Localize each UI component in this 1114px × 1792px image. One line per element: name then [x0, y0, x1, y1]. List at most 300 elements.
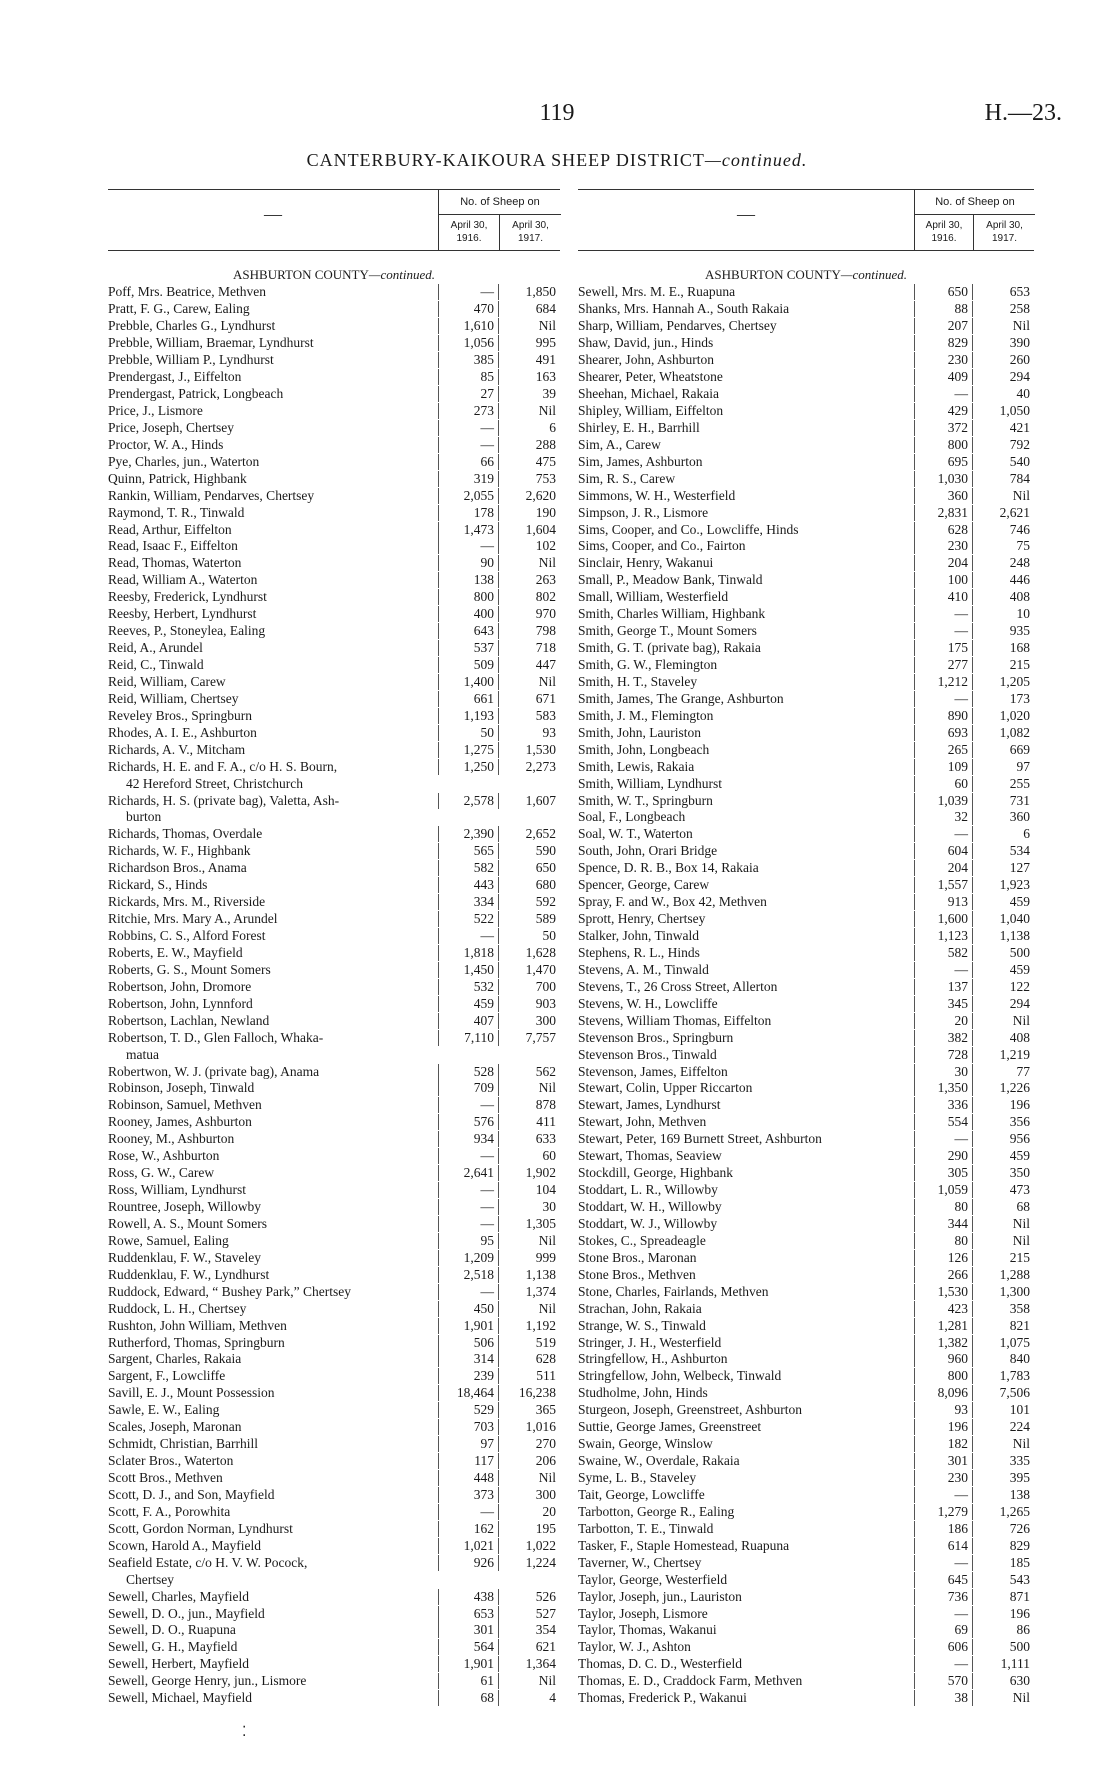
table-row	[578, 403, 1034, 420]
sheep-1917: 196	[972, 1606, 1034, 1622]
sheep-1916: 1,557	[914, 877, 972, 893]
sheep-1917: Nil	[498, 403, 560, 419]
sheep-1917: Nil	[498, 1673, 560, 1689]
table-row	[108, 894, 560, 911]
table-row	[578, 1639, 1034, 1656]
owner-name: Reid, William, Carew	[108, 673, 226, 689]
sheep-1917: 1,075	[972, 1335, 1034, 1351]
section-heading: ASHBURTON COUNTY —continued.	[705, 267, 907, 283]
owner-name: Robbins, C. S., Alford Forest	[108, 928, 266, 944]
owner-name: Stevens, W. H., Lowcliffe	[578, 995, 718, 1011]
sheep-1916: 2,641	[438, 1165, 498, 1181]
sheep-1917: 270	[498, 1436, 560, 1452]
owner-name: Stevenson, James, Eiffelton	[578, 1063, 728, 1079]
owner-name: Smith, G. T. (private bag), Rakaia	[578, 640, 761, 656]
table-row	[108, 1605, 560, 1622]
sheep-1917: Nil	[972, 1216, 1034, 1232]
sheep-1917: 1,040	[972, 911, 1034, 927]
left-table-body	[108, 251, 560, 1707]
table-row	[108, 1554, 560, 1571]
sheep-1916: 695	[914, 454, 972, 470]
sheep-1916: 800	[438, 589, 498, 605]
table-row	[108, 1351, 560, 1368]
sheep-1916: 1,021	[438, 1538, 498, 1554]
sheep-1916: —	[438, 437, 498, 453]
sheep-1916: —	[438, 1199, 498, 1215]
owner-name: Reesby, Herbert, Lyndhurst	[108, 606, 257, 622]
sheep-1917: 350	[972, 1165, 1034, 1181]
table-row	[108, 538, 560, 555]
owner-name: Taverner, W., Chertsey	[578, 1554, 702, 1570]
header-1916: April 30, 1916.	[450, 220, 488, 244]
owner-name: Reid, William, Chertsey	[108, 690, 239, 706]
table-row	[108, 1402, 560, 1419]
sheep-1916: 800	[914, 1368, 972, 1384]
sheep-1916: 109	[914, 759, 972, 775]
table-row	[108, 775, 560, 792]
sheep-1917: 6	[498, 420, 560, 436]
sheep-1916: 409	[914, 369, 972, 385]
table-row	[108, 978, 560, 995]
sheep-1917: 680	[498, 877, 560, 893]
table-row	[578, 1114, 1034, 1131]
right-table-body	[578, 251, 1034, 1707]
sheep-1916: 438	[438, 1589, 498, 1605]
owner-name: South, John, Orari Bridge	[578, 843, 718, 859]
owner-name: Prebble, William P., Lyndhurst	[108, 352, 274, 368]
sheep-1917: 540	[972, 454, 1034, 470]
sheep-1916: 8,096	[914, 1385, 972, 1401]
table-row	[108, 1216, 560, 1233]
sheep-1916: 61	[438, 1673, 498, 1689]
sheep-1917: 4	[498, 1690, 560, 1706]
sheep-1917: 1,082	[972, 725, 1034, 741]
table-row	[578, 335, 1034, 352]
table-row	[578, 1334, 1034, 1351]
table-row	[108, 860, 560, 877]
sheep-count-header	[438, 190, 561, 250]
table-row	[578, 1131, 1034, 1148]
table-row	[578, 555, 1034, 572]
header-1916: April 30, 1916.	[925, 220, 963, 244]
sheep-1916: —	[438, 1097, 498, 1113]
owner-name: Scott, Gordon Norman, Lyndhurst	[108, 1520, 293, 1536]
sheep-1916: 80	[914, 1233, 972, 1249]
sheep-1917: 628	[498, 1351, 560, 1367]
table-row	[578, 1165, 1034, 1182]
sheep-1916: 628	[914, 522, 972, 538]
sheep-1916: 728	[914, 1047, 972, 1063]
sheep-1916: 448	[438, 1470, 498, 1486]
table-row	[578, 1503, 1034, 1520]
sheep-1916: 100	[914, 572, 972, 588]
sheep-1916: 50	[438, 725, 498, 741]
owner-name: Scales, Joseph, Maronan	[108, 1419, 242, 1435]
sheep-1917: Nil	[972, 488, 1034, 504]
sheep-1916: 913	[914, 894, 972, 910]
sheep-1917: Nil	[972, 1013, 1034, 1029]
sheep-1917: 633	[498, 1131, 560, 1147]
sheep-1916: 459	[438, 996, 498, 1012]
sheep-1916: —	[914, 1606, 972, 1622]
sheep-1917: 196	[972, 1097, 1034, 1113]
sheep-1916: 529	[438, 1402, 498, 1418]
sheep-1916: —	[438, 1148, 498, 1164]
sheep-1917: 248	[972, 555, 1034, 571]
sheep-1917: 395	[972, 1470, 1034, 1486]
sheep-1917: 263	[498, 572, 560, 588]
sheep-1916: 66	[438, 454, 498, 470]
table-row	[108, 809, 560, 826]
sheep-1916: 382	[914, 1030, 972, 1046]
sheep-1916: 345	[914, 996, 972, 1012]
owner-name: Smith, James, The Grange, Ashburton	[578, 690, 784, 706]
owner-name: Robinson, Samuel, Methven	[108, 1097, 262, 1113]
owner-name: Sargent, F., Lowcliffe	[108, 1368, 226, 1384]
sheep-count-header	[914, 190, 1035, 250]
sheep-1916: —	[438, 1182, 498, 1198]
sheep-1916: —	[438, 284, 498, 300]
owner-name: Stringer, J. H., Westerfield	[578, 1334, 722, 1350]
table-row	[578, 606, 1034, 623]
owner-name: Thomas, E. D., Craddock Farm, Methven	[578, 1673, 803, 1689]
owner-name: Sim, James, Ashburton	[578, 453, 703, 469]
table-row	[578, 470, 1034, 487]
sheep-1916: 7,110	[438, 1030, 498, 1046]
owner-name: Stringfellow, John, Welbeck, Tinwald	[578, 1368, 782, 1384]
owner-name: Stone, Charles, Fairlands, Methven	[578, 1283, 769, 1299]
sheep-1917: 473	[972, 1182, 1034, 1198]
sheep-1916: 554	[914, 1114, 972, 1130]
sheep-1916: 400	[438, 606, 498, 622]
owner-name: Stevens, A. M., Tinwald	[578, 961, 709, 977]
table-row	[108, 318, 560, 335]
sheep-1916: 1,600	[914, 911, 972, 927]
sheep-1916: 443	[438, 877, 498, 893]
sheep-1917: 995	[498, 335, 560, 351]
sheep-1917: Nil	[498, 1470, 560, 1486]
owner-name: Robertson, John, Dromore	[108, 978, 252, 994]
sheep-1917: 590	[498, 843, 560, 859]
right-column-header	[578, 189, 1034, 251]
owner-name: Stalker, John, Tinwald	[578, 928, 699, 944]
sheep-1917: 1,628	[498, 945, 560, 961]
table-row	[578, 945, 1034, 962]
owner-name: Smith, Charles William, Highbank	[578, 606, 766, 622]
owner-name: Rhodes, A. I. E., Ashburton	[108, 724, 257, 740]
sheep-1916: 314	[438, 1351, 498, 1367]
owner-name: Richards, Thomas, Overdale	[108, 826, 263, 842]
sheep-1916: 162	[438, 1521, 498, 1537]
sheep-1917: 446	[972, 572, 1034, 588]
table-row	[578, 809, 1034, 826]
table-row	[108, 1266, 560, 1283]
name-column-header: —	[737, 204, 755, 224]
sheep-1916: 582	[438, 860, 498, 876]
table-row	[578, 538, 1034, 555]
sheep-1916: 576	[438, 1114, 498, 1130]
table-row	[108, 1571, 560, 1588]
sheep-1917: 16,238	[498, 1385, 560, 1401]
owner-name: Strachan, John, Rakaia	[578, 1300, 702, 1316]
sheep-1917: 684	[498, 301, 560, 317]
owner-name: Richards, H. S. (private bag), Valetta, Ash-	[108, 792, 340, 808]
sheep-1916: 344	[914, 1216, 972, 1232]
sheep-1916: 1,059	[914, 1182, 972, 1198]
table-row	[108, 1317, 560, 1334]
sheep-1916: 1,901	[438, 1318, 498, 1334]
owner-name: Sclater Bros., Waterton	[108, 1453, 234, 1469]
sheep-1917: 1,374	[498, 1284, 560, 1300]
sheep-1916: 38	[914, 1690, 972, 1706]
sheep-1917: 1,783	[972, 1368, 1034, 1384]
owner-name: Stokes, C., Spreadeagle	[578, 1232, 706, 1248]
table-row	[578, 860, 1034, 877]
sheep-1917: 190	[498, 505, 560, 521]
sheep-1916: 1,473	[438, 522, 498, 538]
table-row	[578, 741, 1034, 758]
table-row	[578, 1249, 1034, 1266]
sheep-1917: 127	[972, 860, 1034, 876]
table-row	[578, 657, 1034, 674]
table-row	[578, 1182, 1034, 1199]
owner-name: Tarbotton, T. E., Tinwald	[578, 1520, 714, 1536]
sheep-1917: 335	[972, 1453, 1034, 1469]
sheep-1916: 582	[914, 945, 972, 961]
sheep-1916: 18,464	[438, 1385, 498, 1401]
sheep-1917: 215	[972, 1250, 1034, 1266]
table-row	[578, 436, 1034, 453]
sheep-1917: 185	[972, 1555, 1034, 1571]
section-heading: ASHBURTON COUNTY —continued.	[233, 267, 435, 283]
table-row	[108, 352, 560, 369]
sheep-1916: 2,831	[914, 505, 972, 521]
sheep-1916: 703	[438, 1419, 498, 1435]
table-row	[578, 1605, 1034, 1622]
sheep-1916: —	[914, 1555, 972, 1571]
sheep-1916: 20	[914, 1013, 972, 1029]
sheep-1917: 2,273	[498, 759, 560, 775]
table-row	[108, 419, 560, 436]
sheep-1916: 1,275	[438, 742, 498, 758]
owner-name: Stevens, T., 26 Cross Street, Allerton	[578, 978, 778, 994]
owner-name: Taylor, W. J., Ashton	[578, 1639, 691, 1655]
table-row	[578, 1571, 1034, 1588]
owner-name: Scown, Harold A., Mayfield	[108, 1537, 261, 1553]
sheep-1917: 583	[498, 708, 560, 724]
sheep-1916: 301	[914, 1453, 972, 1469]
sheep-1916: 95	[438, 1233, 498, 1249]
owner-name: Rooney, M., Ashburton	[108, 1131, 235, 1147]
owner-name: Sims, Cooper, and Co., Fairton	[578, 538, 746, 554]
sheep-1916: 1,400	[438, 674, 498, 690]
sheep-1916: 570	[914, 1673, 972, 1689]
owner-name: Prendergast, J., Eiffelton	[108, 369, 242, 385]
sheep-1917: 519	[498, 1335, 560, 1351]
owner-name: Raymond, T. R., Tinwald	[108, 504, 245, 520]
sheep-1917: 255	[972, 776, 1034, 792]
table-row	[108, 1453, 560, 1470]
sheep-1916: —	[438, 1504, 498, 1520]
table-row	[578, 1148, 1034, 1165]
sheep-1917: 20	[498, 1504, 560, 1520]
owner-name: Savill, E. J., Mount Possession	[108, 1385, 275, 1401]
owner-name: Prebble, Charles G., Lyndhurst	[108, 318, 276, 334]
sheep-1916: 175	[914, 640, 972, 656]
table-row	[108, 1232, 560, 1249]
sheep-1916: 239	[438, 1368, 498, 1384]
sheep-1917: 163	[498, 369, 560, 385]
sheep-1917: 7,757	[498, 1030, 560, 1046]
table-row	[578, 1402, 1034, 1419]
sheep-1917: 798	[498, 623, 560, 639]
table-row	[108, 1690, 560, 1707]
footnote-mark: ⁚	[242, 1725, 247, 1740]
owner-name: Pye, Charles, jun., Waterton	[108, 453, 260, 469]
sheep-1917: 491	[498, 352, 560, 368]
sheep-1917: 671	[498, 691, 560, 707]
sheep-1917: 50	[498, 928, 560, 944]
owner-name: Sewell, Charles, Mayfield	[108, 1588, 249, 1604]
owner-name: Quinn, Patrick, Highbank	[108, 470, 247, 486]
sheep-1917: 138	[972, 1487, 1034, 1503]
table-row	[108, 758, 560, 775]
owner-name: Stoddart, L. R., Willowby	[578, 1182, 718, 1198]
owner-name: Smith, G. W., Flemington	[578, 657, 718, 673]
sheep-1917: 669	[972, 742, 1034, 758]
table-row	[108, 572, 560, 589]
sheep-1917: 1,138	[498, 1267, 560, 1283]
sheep-1917: 500	[972, 945, 1034, 961]
table-row	[108, 1131, 560, 1148]
sheep-1917: 390	[972, 335, 1034, 351]
owner-name: Reeves, P., Stoneylea, Ealing	[108, 623, 266, 639]
owner-name: Smith, William, Lyndhurst	[578, 775, 722, 791]
table-row	[578, 1520, 1034, 1537]
sheep-1917: 77	[972, 1064, 1034, 1080]
table-row	[108, 741, 560, 758]
table-row	[578, 352, 1034, 369]
sheep-1917: 526	[498, 1589, 560, 1605]
sheep-1916: 2,055	[438, 488, 498, 504]
sheep-1917: Nil	[498, 1301, 560, 1317]
table-row	[578, 961, 1034, 978]
sheep-1916: 182	[914, 1436, 972, 1452]
table-row	[578, 1029, 1034, 1046]
table-row	[578, 301, 1034, 318]
sheep-1916: 522	[438, 911, 498, 927]
table-row	[108, 436, 560, 453]
table-row	[108, 1249, 560, 1266]
table-row	[108, 928, 560, 945]
sheep-1916: 60	[914, 776, 972, 792]
owner-name: Simpson, J. R., Lismore	[578, 504, 709, 520]
owner-name: Small, P., Meadow Bank, Tinwald	[578, 572, 763, 588]
sheep-1917: 2,620	[498, 488, 560, 504]
left-column-header	[108, 189, 560, 251]
sheep-1916: 2,518	[438, 1267, 498, 1283]
table-row	[578, 419, 1034, 436]
owner-name: Richards, A. V., Mitcham	[108, 741, 246, 757]
owner-name: Reid, A., Arundel	[108, 640, 203, 656]
table-row	[578, 792, 1034, 809]
sheep-1916: 506	[438, 1335, 498, 1351]
owner-name: Read, William A., Waterton	[108, 572, 258, 588]
sheep-1917: 543	[972, 1572, 1034, 1588]
table-row	[108, 1046, 560, 1063]
sheep-1916: 360	[914, 488, 972, 504]
owner-name: Sinclair, Henry, Wakanui	[578, 555, 714, 571]
table-row	[578, 640, 1034, 657]
owner-name: Rushton, John William, Methven	[108, 1317, 287, 1333]
owner-name: Soal, W. T., Waterton	[578, 826, 693, 842]
owner-name: Robertwon, W. J. (private bag), Anama	[108, 1063, 320, 1079]
table-row	[578, 911, 1034, 928]
sheep-1917: 356	[972, 1114, 1034, 1130]
owner-name: Stevenson Bros., Tinwald	[578, 1046, 717, 1062]
sheep-1916: 137	[914, 979, 972, 995]
sheep-1916: 709	[438, 1080, 498, 1096]
sheep-1916: —	[914, 1131, 972, 1147]
table-row	[578, 1266, 1034, 1283]
owner-name: Seafield Estate, c/o H. V. W. Pocock,	[108, 1554, 308, 1570]
page-code: H.—23.	[984, 100, 1062, 126]
table-row	[108, 504, 560, 521]
sheep-1916: —	[438, 928, 498, 944]
owner-name: Smith, J. M., Flemington	[578, 707, 714, 723]
owner-name: Richards, W. F., Highbank	[108, 843, 251, 859]
owner-name: Rutherford, Thomas, Springburn	[108, 1334, 285, 1350]
sheep-1916: 385	[438, 352, 498, 368]
sheep-1916: 934	[438, 1131, 498, 1147]
sheep-1917: 224	[972, 1419, 1034, 1435]
sheep-1916: 1,056	[438, 335, 498, 351]
table-row	[108, 792, 560, 809]
table-row	[108, 1436, 560, 1453]
sheep-1917: 878	[498, 1097, 560, 1113]
sheep-1917: 726	[972, 1521, 1034, 1537]
sheep-1916: 606	[914, 1639, 972, 1655]
owner-name: Sim, R. S., Carew	[578, 470, 676, 486]
sheep-1917: 122	[972, 979, 1034, 995]
owner-name: burton	[126, 809, 162, 825]
sheep-1917: 101	[972, 1402, 1034, 1418]
table-row	[578, 978, 1034, 995]
sheep-1916: 645	[914, 1572, 972, 1588]
owner-name: Shanks, Mrs. Hannah A., South Rakaia	[578, 301, 790, 317]
owner-name: Robertson, Lachlan, Newland	[108, 1012, 270, 1028]
sheep-1916: —	[914, 962, 972, 978]
sheep-1916: 650	[914, 284, 972, 300]
owner-name: Tait, George, Lowcliffe	[578, 1486, 705, 1502]
owner-name: Taylor, Joseph, Lismore	[578, 1605, 708, 1621]
sheep-1917: 1,020	[972, 708, 1034, 724]
table-row	[108, 1656, 560, 1673]
sheep-1916: 230	[914, 538, 972, 554]
owner-name: Richards, H. E. and F. A., c/o H. S. Bourn,	[108, 758, 338, 774]
table-row	[578, 284, 1034, 301]
owner-name: Sewell, Mrs. M. E., Ruapuna	[578, 284, 736, 300]
owner-name: 42 Hereford Street, Christchurch	[126, 775, 303, 791]
sheep-1916: 1,350	[914, 1080, 972, 1096]
table-row	[578, 843, 1034, 860]
sheep-1916: —	[438, 1284, 498, 1300]
sheep-count-label: No. of Sheep on	[439, 190, 561, 215]
sheep-1917: 1,111	[972, 1656, 1034, 1672]
owner-name: Pratt, F. G., Carew, Ealing	[108, 301, 250, 317]
owner-name: Sturgeon, Joseph, Greenstreet, Ashburton	[578, 1402, 802, 1418]
sheep-1916: 537	[438, 640, 498, 656]
